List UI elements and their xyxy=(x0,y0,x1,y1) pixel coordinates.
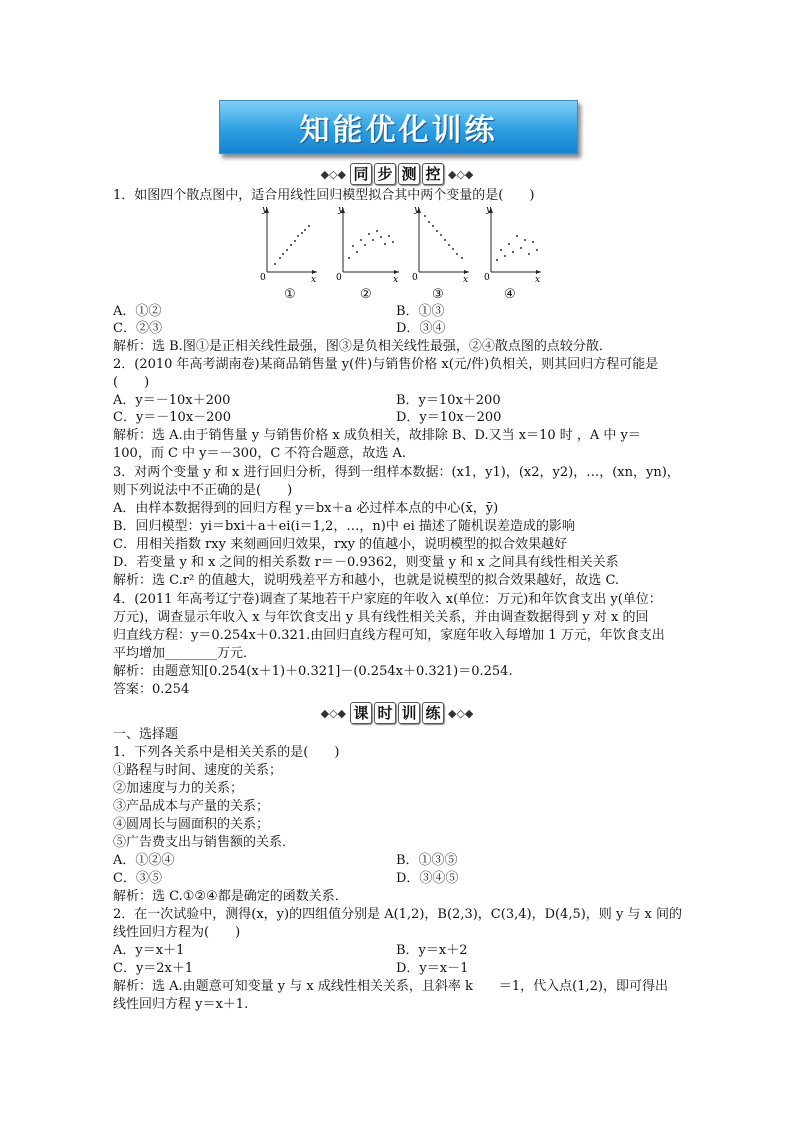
q3-option-c: C．用相关指数 rxy 来刻画回归效果，rxy 的值越小，说明模型的拟合效果越好 xyxy=(113,537,568,552)
q3-option-a: A．由样本数据得到的回归方程 y＝bx＋a 必过样本点的中心(x̄，ȳ) xyxy=(113,501,499,516)
section-char: 步 xyxy=(374,163,396,185)
p1-option-b: B．①③⑤ xyxy=(396,853,458,868)
diamond-ornament-icon: ◆◇◆ xyxy=(320,167,346,181)
q2-stem-cont: ( ) xyxy=(113,375,150,390)
p2-analysis-cont: 线性回归方程 y＝x＋1. xyxy=(113,997,249,1012)
q1-option-d: D．③④ xyxy=(396,321,446,336)
q2-analysis-cont: 100，而 C 中 y＝－300，C 不符合题意，故选 A. xyxy=(113,446,407,461)
origin-label: 0 xyxy=(412,273,418,283)
q3-stem: 3．对两个变量 y 和 x 进行回归分析，得到一组样本数据：(x1，y1)，(x2，y2)，…，(xn，yn)， xyxy=(113,465,680,480)
p2-option-c: C．y＝2x＋1 xyxy=(113,961,194,976)
q4-answer: 答案：0.254 xyxy=(113,682,190,697)
scatter-plot-1 xyxy=(260,205,317,285)
plot-label: ④ xyxy=(504,287,516,302)
p1-item: ⑤广告费支出与销售额的关系． xyxy=(113,835,296,850)
q2-stem: 2．(2010 年高考湖南卷)某商品销售量 y(件)与销售价格 x(元/件)负相关，则其回归方程可能是 xyxy=(113,357,659,372)
diamond-ornament-icon: ◆◇◆ xyxy=(448,706,474,720)
x-axis-label: x xyxy=(393,275,399,285)
q1-stem: 1．如图四个散点图中，适合用线性回归模型拟合其中两个变量的是( ) xyxy=(113,188,535,203)
q4-stem-cont: 归直线方程：y＝0.254x＋0.321.由回归直线方程可知，家庭年收入每增加 1 万元，年饮食支出 xyxy=(113,628,665,643)
q3-option-d: D．若变量 y 和 x 之间的相关系数 r＝－0.9362，则变量 y 和 x 之间具有线性相关关系 xyxy=(113,555,619,570)
q1-option-c: C．②③ xyxy=(113,321,162,336)
p2-analysis: 解析：选 A.由题意可知变量 y 与 x 成线性相关关系，且斜率 k ＝1，代入点(1,2)，即可得出 xyxy=(113,979,668,994)
p2-stem-cont: 线性回归方程为( ) xyxy=(113,925,241,940)
q2-analysis: 解析：选 A.由于销售量 y 与销售价格 x 成负相关，故排除 B、D.又当 x＝10 时 ，A 中 y＝ xyxy=(113,428,641,443)
diamond-ornament-icon: ◆◇◆ xyxy=(448,167,474,181)
p2-option-a: A．y＝x＋1 xyxy=(113,943,185,958)
section-heading-sync xyxy=(0,162,794,186)
origin-label: 0 xyxy=(336,273,342,283)
scatter-plot-2 xyxy=(336,205,399,285)
y-axis-label: y xyxy=(262,205,268,215)
plot-label: ③ xyxy=(432,287,444,302)
origin-label: 0 xyxy=(484,273,490,283)
scatter-plot-3 xyxy=(412,205,469,285)
p1-item: ①路程与时间、速度的关系； xyxy=(113,763,283,778)
diamond-ornament-icon: ◆◇◆ xyxy=(320,706,346,720)
q2-option-b: B．y＝10x＋200 xyxy=(396,393,501,408)
p1-option-a: A．①②④ xyxy=(113,853,175,868)
q4-stem-cont: 万元)，调查显示年收入 x 与年饮食支出 y 具有线性相关关系，并由调查数据得到 y 对 x 的回 xyxy=(113,610,649,625)
q4-analysis: 解析：由题意知[0.254(x＋1)＋0.321]－(0.254x＋0.321)＝0.254. xyxy=(113,664,513,679)
q1-analysis: 解析：选 B.图①是正相关线性最强，图③是负相关线性最强，②④散点图的点较分散． xyxy=(113,339,612,354)
scatter-plot-4 xyxy=(484,205,541,285)
y-axis-label: y xyxy=(486,205,492,215)
section-char: 课 xyxy=(350,702,372,724)
section-heading-practice xyxy=(0,701,794,725)
q3-option-b: B．回归模型：yi＝bxi＋a＋ei(i＝1,2，…，n)中 ei 描述了随机误差造成的影响 xyxy=(113,519,575,534)
q2-option-d: D．y＝10x－200 xyxy=(396,410,502,425)
x-axis-label: x xyxy=(463,275,469,285)
y-axis-label: y xyxy=(338,205,344,215)
q3-analysis: 解析：选 C.r² 的值越大，说明残差平方和越小，也就是说模型的拟合效果越好，故选 C. xyxy=(113,573,620,588)
p1-option-d: D．③④⑤ xyxy=(396,871,459,886)
title-banner xyxy=(219,100,578,154)
p2-option-b: B．y＝x＋2 xyxy=(396,943,468,958)
plot-label: ② xyxy=(360,287,372,302)
p2-stem: 2．在一次试验中，测得(x，y)的四组值分别是 A(1,2)，B(2,3)，C(3,4)，D(4,5)，则 y 与 x 间的 xyxy=(113,907,683,922)
q3-stem-cont: 则下列说法中不正确的是( ) xyxy=(113,483,293,498)
q1-option-a: A．①② xyxy=(113,304,162,319)
q4-stem-cont: 平均增加________万元． xyxy=(113,646,257,661)
p1-item: ③产品成本与产量的关系； xyxy=(113,799,270,814)
section-char: 时 xyxy=(374,702,396,724)
p1-item: ④圆周长与圆面积的关系； xyxy=(113,817,270,832)
p1-analysis: 解析：选 C.①②④都是确定的函数关系． xyxy=(113,889,348,904)
q4-stem: 4．(2011 年高考辽宁卷)调查了某地若干户家庭的年收入 x(单位：万元)和年饮食支出 y(单位： xyxy=(113,592,662,607)
x-axis-label: x xyxy=(311,275,317,285)
q1-option-b: B．①③ xyxy=(396,304,445,319)
section-char: 练 xyxy=(422,702,444,724)
scatter-plots-figure xyxy=(255,200,545,285)
section-char: 控 xyxy=(422,163,444,185)
origin-label: 0 xyxy=(260,273,266,283)
p2-option-d: D．y＝x－1 xyxy=(396,961,469,976)
part-heading: 一、选择题 xyxy=(113,727,179,742)
plot-label: ① xyxy=(284,287,296,302)
y-axis-label: y xyxy=(414,205,420,215)
q2-option-a: A．y＝－10x＋200 xyxy=(113,393,231,408)
x-axis-label: x xyxy=(535,275,541,285)
p1-option-c: C．③⑤ xyxy=(113,871,162,886)
q2-option-c: C．y＝－10x－200 xyxy=(113,410,231,425)
banner-title: 知能优化训练 xyxy=(299,113,498,148)
p1-item: ②加速度与力的关系； xyxy=(113,781,244,796)
section-char: 训 xyxy=(398,702,420,724)
section-char: 同 xyxy=(350,163,372,185)
section-char: 测 xyxy=(398,163,420,185)
p1-stem: 1．下列各关系中是相关关系的是( ) xyxy=(113,745,340,760)
